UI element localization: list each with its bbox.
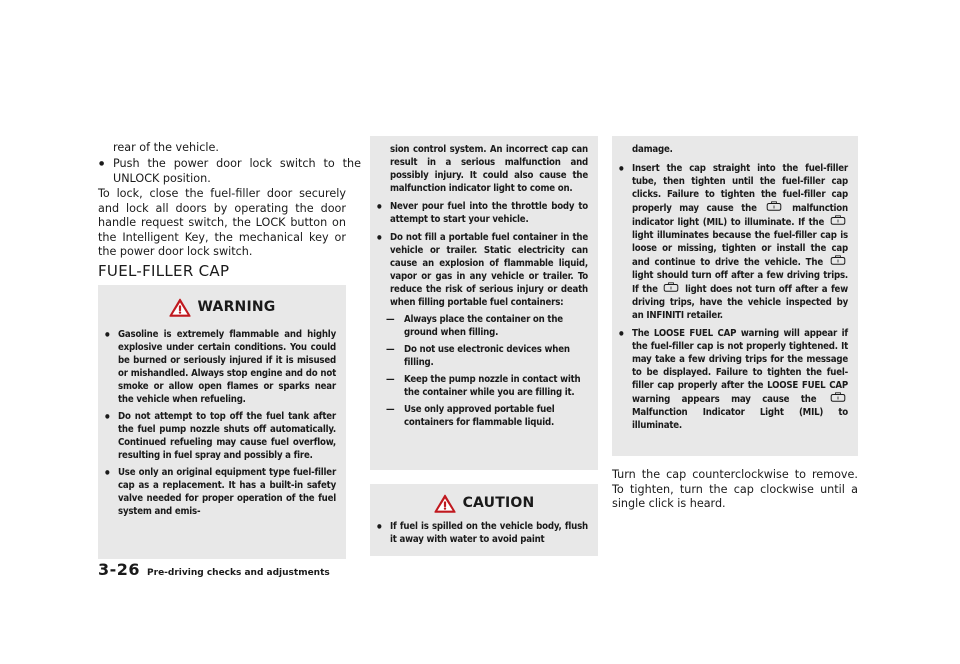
caution-continuation: damage.: [632, 144, 673, 155]
page-footer: [98, 560, 330, 579]
warning-item-5: ● Do not fill a portable fuel container in the vehicle or trailer. Static electricity can cause an explosion of flammable liquid, vapor or gas in any vehicle or trailer. To reduce the risk of serious injury or death when filling portable fuel containers:: [376, 231, 588, 309]
caution-panel: [370, 484, 598, 556]
dash-item-3: — Keep the pump nozzle in contact with the container while you are filling it.: [386, 374, 581, 398]
warning-triangle-icon: [434, 494, 456, 513]
dash-item-1: — Always place the container on the ground when filling.: [386, 314, 563, 338]
lock-paragraph: To lock, close the fuel-filler door securely and lock all doors by operating the door handle request switch, the LOCK button on the Intelligent Key, the mechanical key or the power door lock switch.: [98, 187, 346, 259]
caution-item-2: ● Insert the cap straight into the fuel-filler tube, then tighten until the fuel-filler cap clicks. Failure to tighten the fuel-filler cap properly may cause the malfunction indicator light (MIL) to illuminate. If the light illuminates because the fuel-filler cap is loose or missing, tighten or install the cap and continue to drive the vehicle. The light should turn off after a few driving trips. If the light does not turn off after a few driving trips, have the vehicle inspected by an INFINITI retailer.: [618, 162, 848, 322]
caution-item-1: ● If fuel is spilled on the vehicle body, flush it away with water to avoid paint: [376, 520, 588, 546]
dash-item-4: — Use only approved portable fuel containers for flammable liquid.: [386, 404, 555, 428]
caution-title: CAUTION: [462, 495, 535, 511]
section-title: FUEL-FILLER CAP: [98, 262, 230, 280]
warning-panel-continued: [370, 136, 598, 470]
warning-triangle-icon: [169, 298, 191, 317]
warning-item-1: ● Gasoline is extremely flammable and highly explosive under certain conditions. You could be burned or seriously injured if it is misused or mishandled. Always stop engine and do not smoke or allow open flames or sparks near the vehicle when refueling.: [104, 328, 336, 406]
warning-continuation: sion control system. An incorrect cap can result in a serious malfunction and possibly injury. It could also cause the malfunction indicator light to come on.: [390, 144, 588, 194]
caution-panel-continued: [612, 136, 858, 456]
continued-text: rear of the vehicle.: [113, 141, 219, 154]
warning-title: WARNING: [197, 299, 276, 315]
malfunction-indicator-lamp-icon: [766, 201, 782, 212]
caution-header: [370, 492, 598, 514]
warning-item-4: ● Never pour fuel into the throttle body to attempt to start your vehicle.: [376, 200, 588, 226]
chapter-title: Pre-driving checks and adjustments: [147, 568, 330, 578]
page-number: 3-26: [98, 560, 141, 579]
warning-item-2: ● Do not attempt to top off the fuel tank after the fuel pump nozzle shuts off automatically. Continued refueling may cause fuel overflow, resulting in fuel spray and possibly a fire.: [104, 410, 336, 462]
bullet-push-switch: ● Push the power door lock switch to the UNLOCK position.: [98, 157, 361, 186]
malfunction-indicator-lamp-icon: [830, 215, 846, 226]
malfunction-indicator-lamp-icon: [830, 255, 846, 266]
malfunction-indicator-lamp-icon: [663, 282, 679, 293]
warning-header: [98, 296, 346, 318]
turn-cap-paragraph: Turn the cap counterclockwise to remove. To tighten, turn the cap clockwise until a single click is heard.: [612, 468, 858, 511]
caution-item-3: ● The LOOSE FUEL CAP warning will appear if the fuel-filler cap is not properly tightened. It may take a few driving trips for the message to be displayed. Failure to tighten the fuel-filler cap properly after the LOOSE FUEL CAP warning appears may cause the Malfunction Indicator Light (MIL) to illuminate.: [618, 327, 848, 432]
warning-panel: [98, 285, 346, 559]
warning-item-3: ● Use only an original equipment type fuel-filler cap as a replacement. It has a built-in safety valve needed for proper operation of the fuel system and emis-: [104, 466, 336, 518]
malfunction-indicator-lamp-icon: [830, 392, 846, 403]
dash-item-2: — Do not use electronic devices when filling.: [386, 344, 570, 368]
